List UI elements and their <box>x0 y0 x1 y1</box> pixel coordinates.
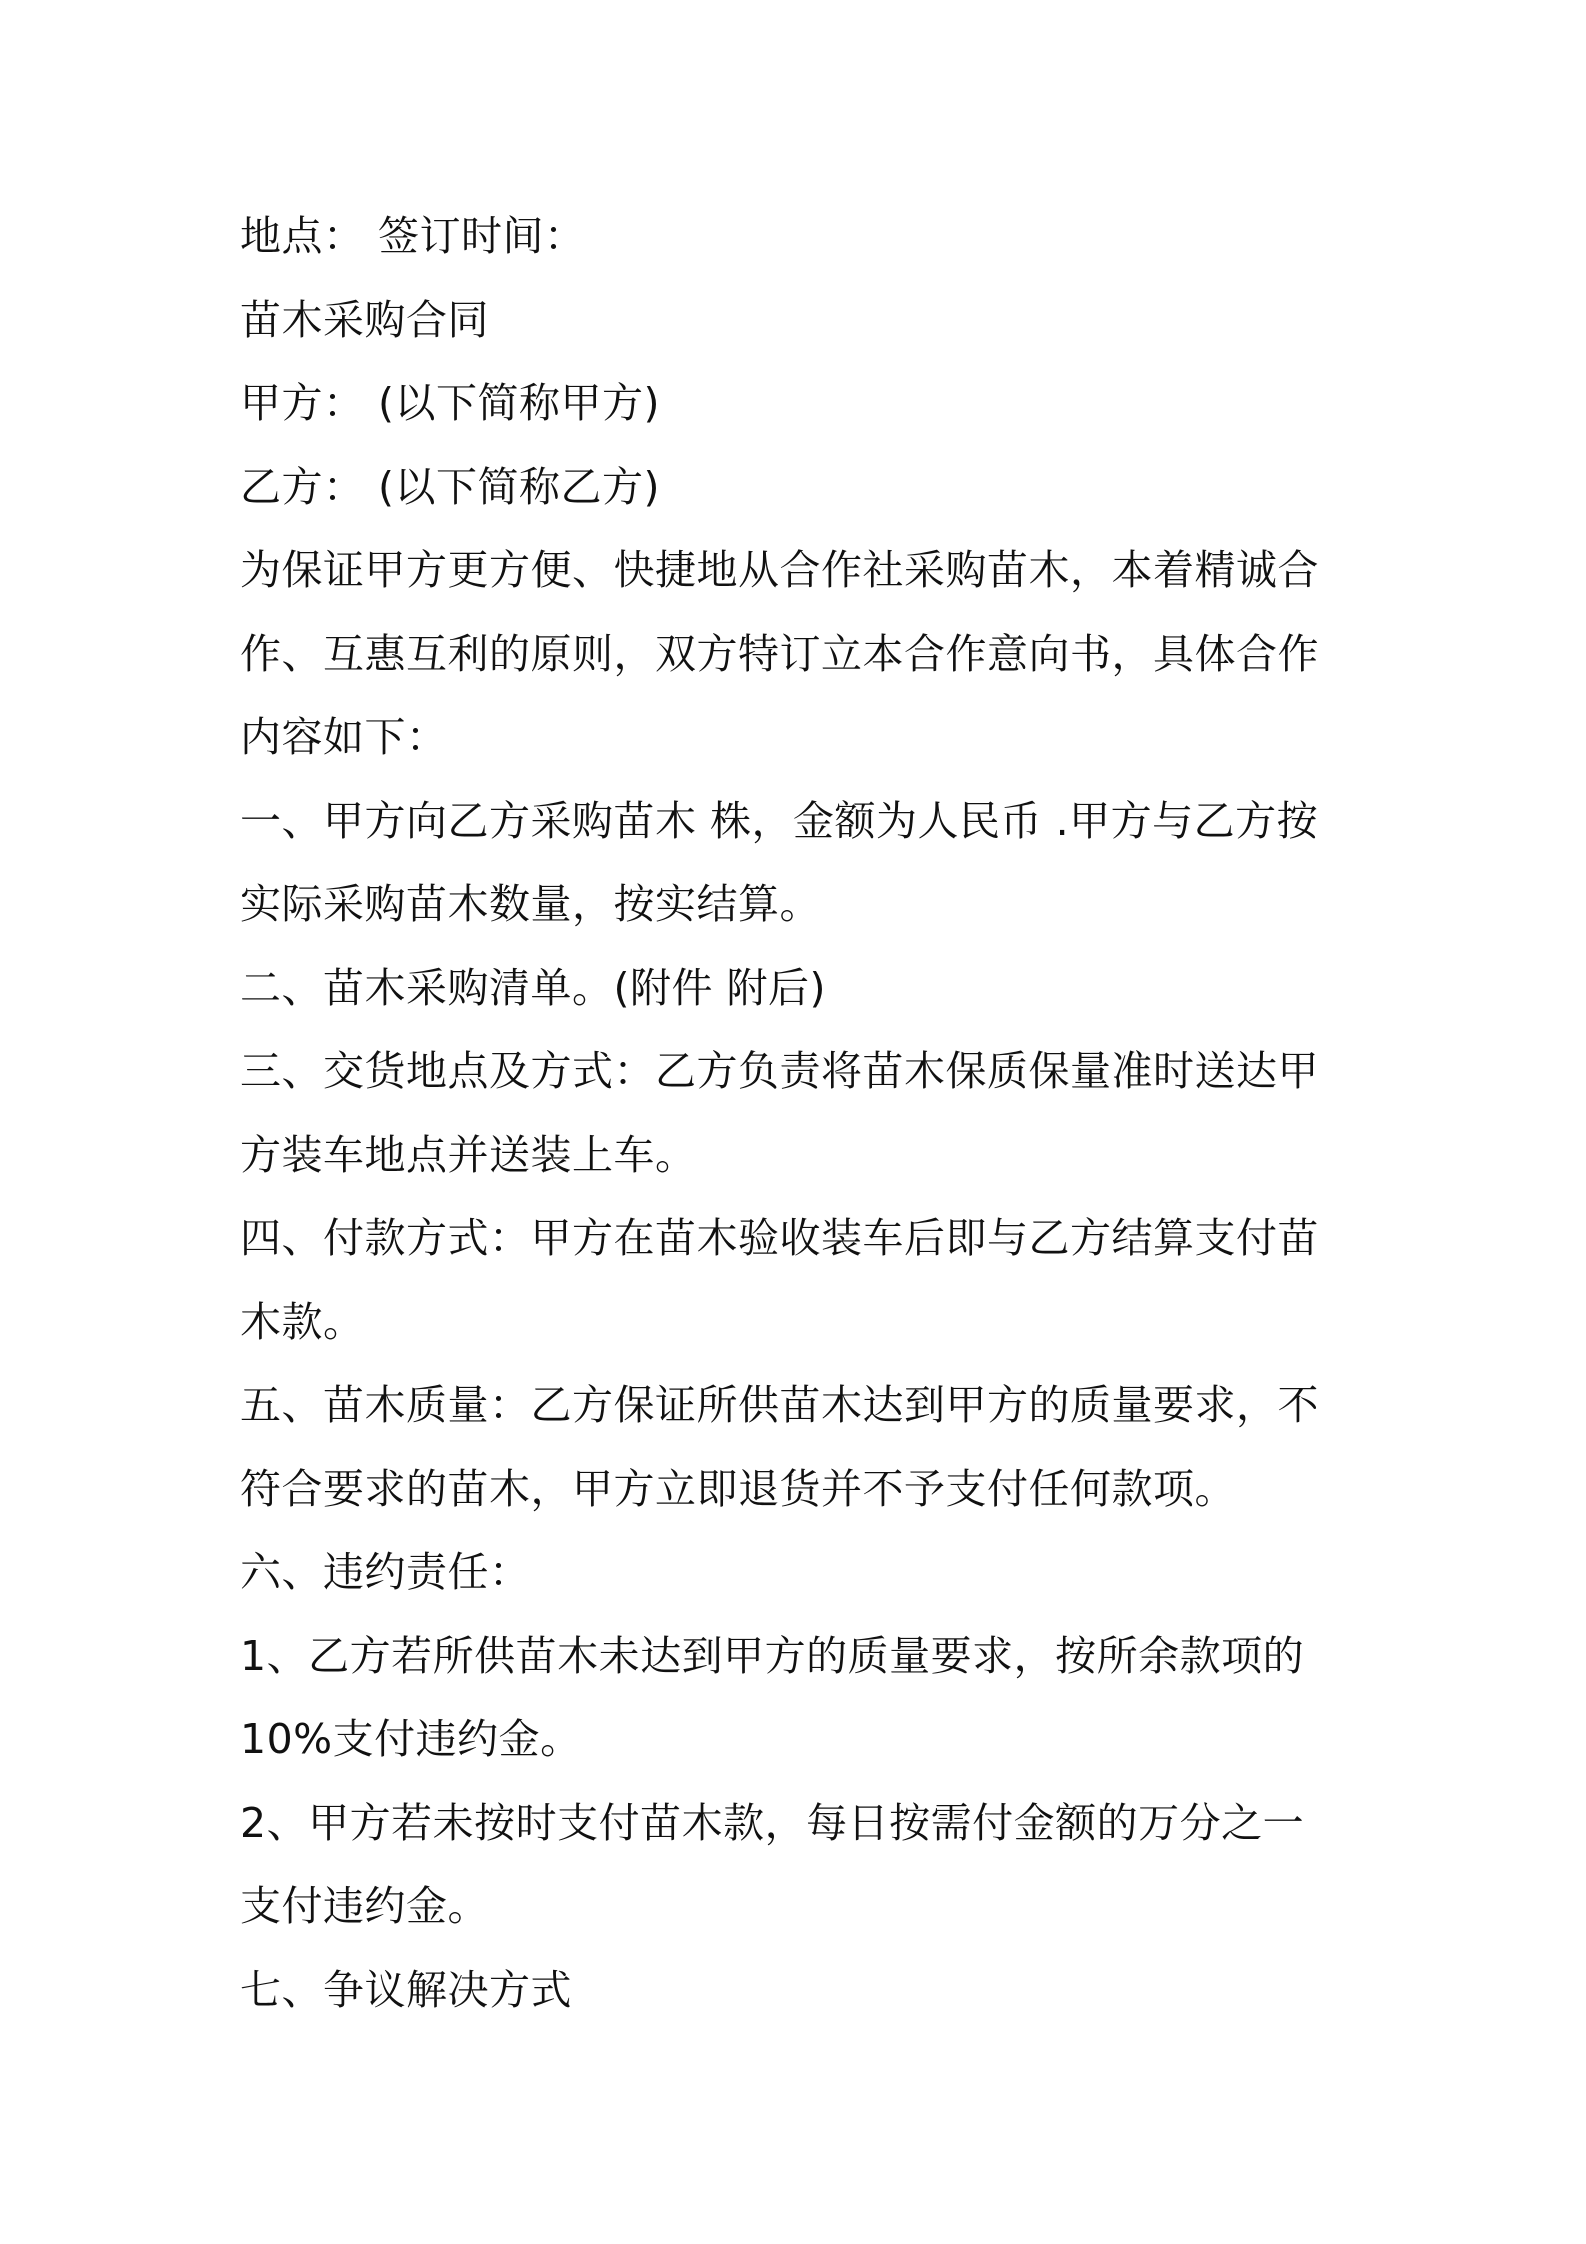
clause-line: 方装车地点并送装上车。 <box>240 1130 697 1179</box>
intro-line: 为保证甲方更方便、快捷地从合作社采购苗木，本着精诚合 <box>240 546 1319 594</box>
clause-line: 实际采购苗木数量，按实结算。 <box>240 880 821 928</box>
clause-6-item-1 <box>240 1615 1350 1782</box>
contract-title: 苗木采购合同 <box>240 295 489 344</box>
clause-line: 四、付款方式：甲方在苗木验收装车后即与乙方结算支付苗 <box>240 1214 1319 1262</box>
clause-line: 支付违约金。 <box>240 1882 489 1930</box>
clause-1 <box>240 780 1350 947</box>
clause-line: 二、苗木采购清单。(附件 附后) <box>240 963 827 1012</box>
clause-line: 10%支付违约金。 <box>240 1715 582 1763</box>
clause-line: 木款。 <box>240 1297 365 1346</box>
location-date-line: 地点： 签订时间： <box>240 212 586 260</box>
clause-6-item-2 <box>240 1782 1350 1949</box>
clause-2 <box>240 947 1350 1031</box>
intro-line: 内容如下： <box>240 713 448 761</box>
clause-line: 一、甲方向乙方采购苗木 株，金额为人民币 .甲方与乙方按 <box>240 796 1319 845</box>
clause-line: 三、交货地点及方式：乙方负责将苗木保质保量准时送达甲 <box>240 1047 1319 1095</box>
clause-3 <box>240 1030 1350 1197</box>
clause-line: 五、苗木质量：乙方保证所供苗木达到甲方的质量要求，不 <box>240 1381 1319 1429</box>
clause-line: 2、甲方若未按时支付苗木款，每日按需付金额的万分之一 <box>240 1798 1305 1847</box>
clause-6-heading: 六、违约责任： <box>240 1548 531 1596</box>
clause-5 <box>240 1364 1350 1531</box>
intro-paragraph <box>240 529 1350 780</box>
clause-7-heading: 七、争议解决方式 <box>240 1965 572 2014</box>
clause-line: 符合要求的苗木，甲方立即退货并不予支付任何款项。 <box>240 1464 1236 1513</box>
clause-line: 1、乙方若所供苗木未达到甲方的质量要求，按所余款项的 <box>240 1631 1305 1680</box>
party-b-line: 乙方： (以下简称乙方) <box>240 462 661 511</box>
clause-4 <box>240 1197 1350 1364</box>
party-a-line: 甲方： (以下简称甲方) <box>240 379 661 427</box>
document-body <box>240 195 1350 2032</box>
intro-line: 作、互惠互利的原则，双方特订立本合作意向书，具体合作 <box>240 629 1319 678</box>
